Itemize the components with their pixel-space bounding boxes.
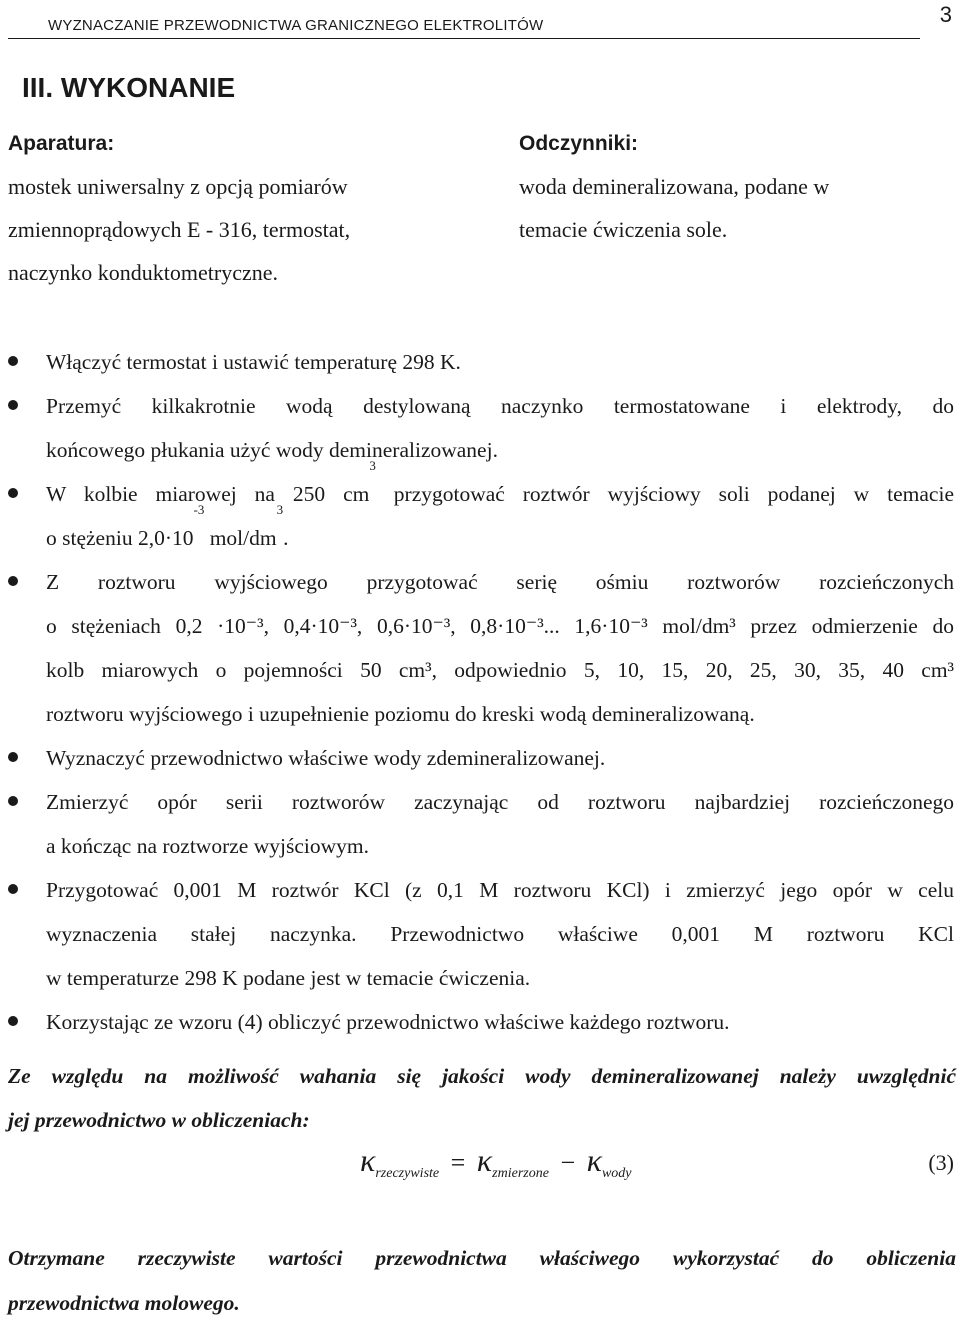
list-item [0,384,960,472]
section-title: III. WYKONANIE [22,72,236,103]
step-text: kolb miarowych o pojemności 50 cm³, odpowiednio 5, 10, 15, 20, 25, 30, 35, 40 cm³ [46,658,954,682]
equation-number: (3) [928,1150,954,1175]
note-line: Ze względu na możliwość wahania się jakości wody demineralizowanej należy uwzględnić [8,1064,956,1088]
list-item [0,868,960,1000]
list-item [0,560,960,736]
bullet-icon [8,576,18,586]
bullet-icon [8,1016,18,1026]
bullet-icon [8,356,18,366]
final-line: przewodnictwa molowego. [8,1291,240,1315]
step-text: wyznaczenia stałej naczynka. Przewodnictwo właściwe 0,001 M roztworu KCl [46,922,954,946]
apparatus-line: naczynko konduktometryczne. [8,260,279,285]
exponent: 3 [276,502,284,517]
procedure-list [0,340,960,1044]
step-text: Korzystając ze wzoru (4) obliczyć przewodnictwo właściwe każdego roztworu. [46,1010,730,1034]
header-title: WYZNACZANIE PRZEWODNICTWA GRANICZNEGO ELEKTROLITÓW [48,17,544,34]
step-text [46,502,954,560]
step-text: o stężeniach 0,2 ·10⁻³, 0,4·10⁻³, 0,6·10⁻³, 0,8·10⁻³... 1,6·10⁻³ mol/dm³ przez odmierzenie do [46,614,954,638]
list-item [0,458,960,560]
step-text: końcowego płukania użyć wody demineralizowanej. [46,438,498,462]
kappa-symbol: κ [586,1142,602,1178]
bullet-icon [8,884,18,894]
list-item [0,1000,960,1044]
final-line: Otrzymane rzeczywiste wartości przewodnictwa właściwego wykorzystać do obliczenia [8,1246,956,1270]
kappa-symbol: κ [360,1142,376,1178]
exponent: 3 [369,458,376,473]
running-header [8,14,920,39]
reagents-block [519,122,949,251]
step-text-part: przygotować roztwór wyjściowy soli podanej w temacie [375,482,954,506]
exponent: -3 [193,502,205,517]
reagents-line: temacie ćwiczenia sole. [519,217,728,242]
list-item [0,340,960,384]
step-text: Wyznaczyć przewodnictwo właściwe wody zdemineralizowanej. [46,746,606,770]
step-text: Z roztworu wyjściowego przygotować serię ośmiu roztworów rozcieńczonych [46,570,954,594]
final-instruction [8,1236,956,1326]
step-text: w temperaturze 298 K podane jest w temacie ćwiczenia. [46,966,531,990]
step-text-part: o stężeniu 2,0·10 [46,526,194,550]
bullet-icon [8,796,18,806]
bullet-icon [8,400,18,410]
apparatus-line: zmiennoprądowych E - 316, termostat, [8,217,351,242]
kappa-symbol: κ [476,1142,493,1178]
reagents-heading: Odczynniki: [519,132,639,155]
step-text: a kończąc na roztworze wyjściowym. [46,834,369,858]
subscript: zmierzone [492,1166,549,1181]
note-line: jej przewodnictwo w obliczeniach: [8,1108,310,1132]
step-text-part: W kolbie miarowej na 250 cm [46,482,370,506]
step-text: Włączyć termostat i ustawić temperaturę 298 K. [46,350,461,374]
step-text-part: . [283,526,289,550]
subscript: wody [601,1166,632,1181]
minus-sign: − [560,1148,576,1177]
step-text [46,458,954,516]
list-item [0,736,960,780]
apparatus-heading: Aparatura: [8,132,115,155]
list-item [0,780,960,868]
water-correction-note [8,1054,956,1142]
page-number: 3 [939,2,952,27]
bullet-icon [8,752,18,762]
step-text: roztworu wyjściowego i uzupełnienie poziomu do kreski wodą demineralizowaną. [46,702,755,726]
step-text-part: mol/dm [204,526,277,550]
step-text: Przemyć kilkakrotnie wodą destylowaną naczynko termostatowane i elektrody, do [46,394,954,418]
equals-sign: = [450,1148,466,1177]
equation-3 [360,1142,632,1179]
step-text: Przygotować 0,001 M roztwór KCl (z 0,1 M roztworu KCl) i zmierzyć jego opór w celu [46,878,954,902]
subscript: rzeczywiste [375,1166,440,1181]
reagents-line: woda demineralizowana, podane w [519,174,830,199]
step-text: Zmierzyć opór serii roztworów zaczynając od roztworu najbardziej rozcieńczonego [46,790,954,814]
bullet-icon [8,488,18,498]
apparatus-line: mostek uniwersalny z opcją pomiarów [8,174,348,199]
apparatus-block [8,122,478,294]
